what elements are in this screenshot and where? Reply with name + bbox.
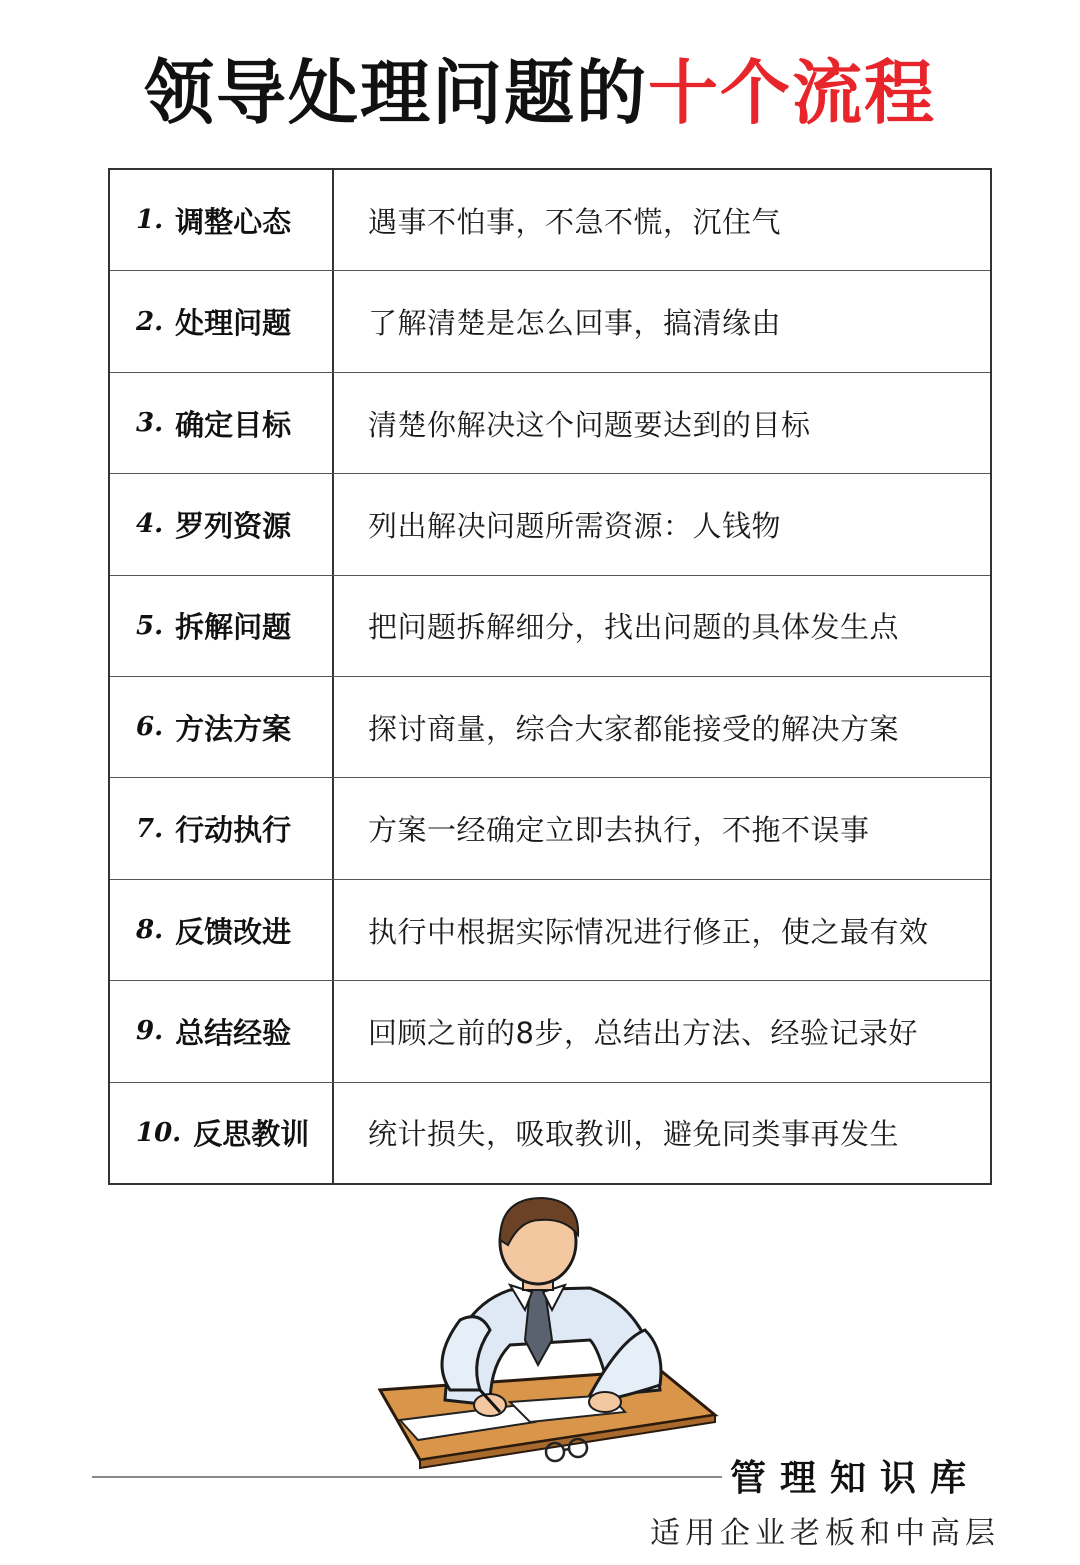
- step-name: 方法方案: [175, 711, 292, 746]
- table-row: [110, 170, 990, 271]
- table-row: [110, 1083, 990, 1183]
- step-name-cell: [110, 170, 334, 270]
- step-name-cell: [110, 474, 334, 574]
- step-number: 9.: [136, 1016, 164, 1047]
- step-name: 拆解问题: [175, 610, 292, 645]
- step-name-cell: [110, 880, 334, 980]
- table-row: [110, 576, 990, 677]
- step-name-cell: [110, 373, 334, 473]
- step-description: 把问题拆解细分，找出问题的具体发生点: [368, 610, 900, 645]
- step-name: 总结经验: [175, 1015, 292, 1050]
- step-name: 确定目标: [175, 407, 292, 442]
- step-name: 调整心态: [175, 204, 292, 239]
- table-row: [110, 271, 990, 372]
- step-description: 方案一经确定立即去执行，不拖不误事: [368, 813, 870, 848]
- step-name-cell: [110, 778, 334, 878]
- step-number: 6.: [136, 712, 164, 743]
- step-description: 统计损失，吸取教训，避免同类事再发生: [368, 1117, 900, 1152]
- step-name-cell: [110, 677, 334, 777]
- step-name: 行动执行: [175, 813, 292, 848]
- footer-divider: [92, 1476, 722, 1478]
- page-title: [0, 48, 1080, 138]
- step-description: 执行中根据实际情况进行修正，使之最有效: [368, 914, 929, 949]
- page-title-main: 领导处理问题的: [144, 52, 648, 134]
- step-description: 列出解决问题所需资源：人钱物: [368, 508, 782, 543]
- brand-title: 管理知识库: [730, 1458, 981, 1499]
- brand-tagline: 适用企业老板和中高层: [650, 1516, 1000, 1551]
- table-row: [110, 981, 990, 1082]
- step-number: 4.: [136, 509, 164, 540]
- step-name: 反思教训: [193, 1117, 310, 1152]
- step-description: 遇事不怕事，不急不慌，沉住气: [368, 204, 782, 239]
- step-name-cell: [110, 981, 334, 1081]
- step-number: 3.: [136, 408, 164, 439]
- step-number: 5.: [136, 610, 164, 641]
- step-description: 了解清楚是怎么回事，搞清缘由: [368, 306, 782, 341]
- steps-table: [108, 168, 992, 1185]
- step-number: 8.: [136, 915, 164, 946]
- step-name: 处理问题: [175, 306, 292, 341]
- step-number: 1.: [136, 205, 164, 236]
- table-row: [110, 880, 990, 981]
- step-name-cell: [110, 271, 334, 371]
- step-name: 罗列资源: [175, 508, 292, 543]
- table-row: [110, 778, 990, 879]
- page-title-highlight: 十个流程: [648, 52, 936, 134]
- step-description: 清楚你解决这个问题要达到的目标: [368, 407, 811, 442]
- step-name-cell: [110, 1083, 334, 1183]
- step-number: 10.: [136, 1117, 182, 1148]
- table-row: [110, 373, 990, 474]
- table-row: [110, 474, 990, 575]
- step-number: 2.: [136, 306, 164, 337]
- step-name-cell: [110, 576, 334, 676]
- table-row: [110, 677, 990, 778]
- step-description: 回顾之前的8步，总结出方法、经验记录好: [368, 1015, 918, 1050]
- step-number: 7.: [136, 813, 164, 844]
- step-description: 探讨商量，综合大家都能接受的解决方案: [368, 711, 900, 746]
- step-name: 反馈改进: [175, 914, 292, 949]
- businessman-writing-icon: [360, 1190, 730, 1480]
